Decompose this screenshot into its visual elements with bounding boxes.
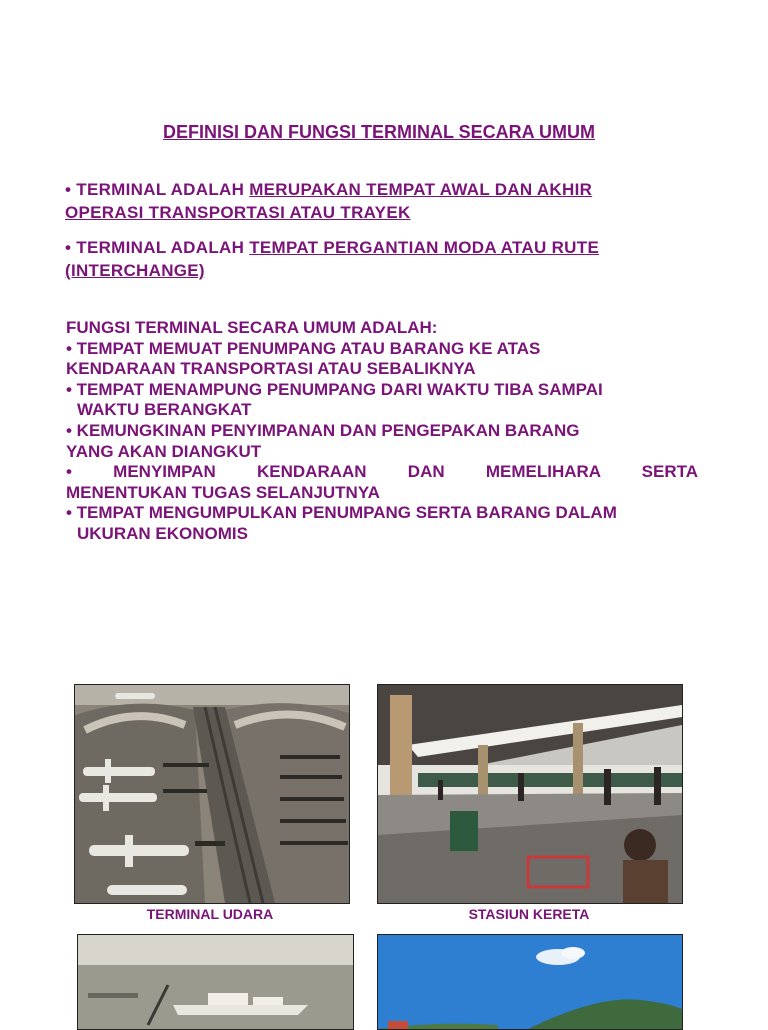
function-item-4-line2: MENENTUKAN TUGAS SELANJUTNYA: [66, 482, 380, 502]
definition-text: TEMPAT PERGANTIAN MODA ATAU RUTE: [249, 238, 600, 257]
definition-prefix: • TERMINAL ADALAH: [65, 238, 250, 257]
definition-text: MERUPAKAN TEMPAT AWAL DAN AKHIR: [249, 180, 593, 199]
function-item-3-line2: YANG AKAN DIANGKUT: [66, 441, 262, 461]
function-item-2-line2: WAKTU BERANGKAT: [77, 400, 252, 420]
landscape-photo: [377, 934, 683, 1030]
function-item-2-line1: • TEMPAT MENAMPUNG PENUMPANG DARI WAKTU TIBA SAMPAI: [66, 379, 603, 399]
function-list: [66, 318, 698, 545]
definition-item-2: [65, 236, 687, 282]
function-item-5-line1: • TEMPAT MENGUMPULKAN PENUMPANG SERTA BARANG DALAM: [66, 503, 617, 523]
function-item-1-line1: • TEMPAT MEMUAT PENUMPANG ATAU BARANG KE ATAS: [66, 338, 541, 358]
airport-caption: TERMINAL UDARA: [146, 906, 274, 922]
function-heading: FUNGSI TERMINAL SECARA UMUM ADALAH:: [66, 318, 438, 337]
harbor-photo: [77, 934, 354, 1030]
function-item-4-line1: • MENYIMPAN KENDARAAN DAN MEMELIHARA SERTA: [66, 462, 698, 482]
train-station-caption: STASIUN KERETA: [468, 906, 590, 922]
function-item-1-line2: KENDARAAN TRANSPORTASI ATAU SEBALIKNYA: [66, 359, 476, 379]
definition-text-cont: (INTERCHANGE): [65, 261, 205, 280]
definition-item-1: [65, 178, 687, 224]
page-title: DEFINISI DAN FUNGSI TERMINAL SECARA UMUM: [163, 122, 595, 142]
train-station-photo: [377, 684, 683, 904]
definition-text-cont: OPERASI TRANSPORTASI ATAU TRAYEK: [65, 203, 411, 222]
function-item-3-line1: • KEMUNGKINAN PENYIMPANAN DAN PENGEPAKAN BARANG: [66, 420, 580, 440]
airport-photo: [74, 684, 350, 904]
definition-prefix: • TERMINAL ADALAH: [65, 180, 250, 199]
function-item-5-line2: UKURAN EKONOMIS: [77, 523, 248, 543]
